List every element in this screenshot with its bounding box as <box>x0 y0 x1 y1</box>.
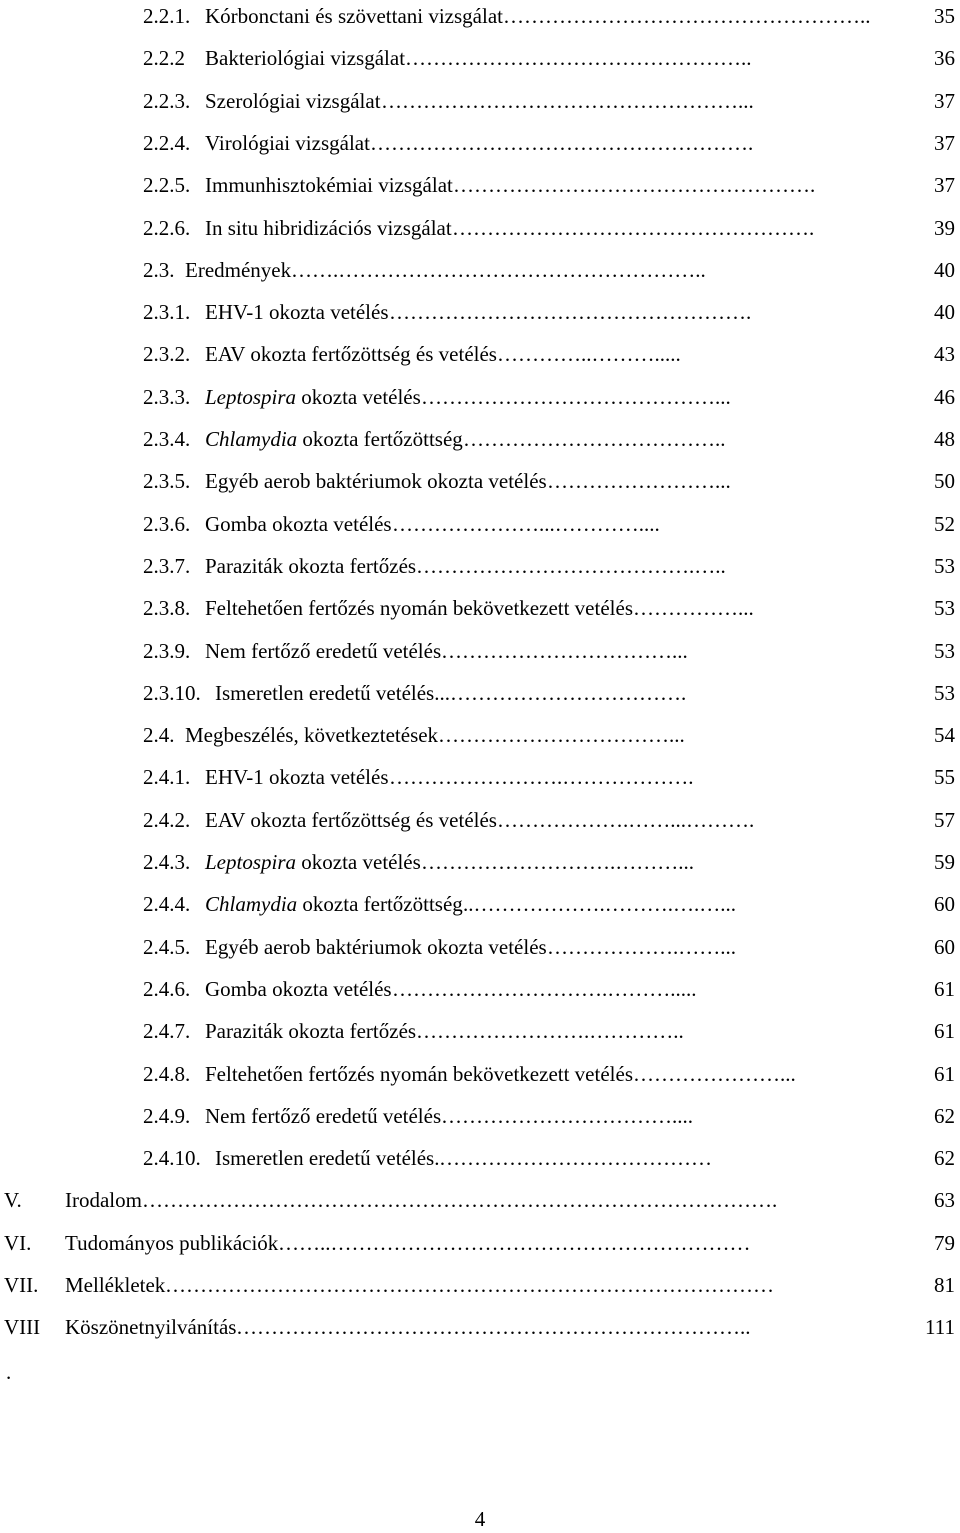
toc-section-number: 2.3.4. <box>143 427 191 451</box>
toc-entry-title <box>205 804 497 836</box>
toc-entry[interactable] <box>143 254 955 286</box>
toc-entry[interactable] <box>143 550 955 582</box>
toc-entry[interactable] <box>143 592 955 624</box>
toc-dot-leader: ………………………………………………………………………………. <box>142 1188 778 1213</box>
toc-page-number: 79 <box>934 1230 955 1255</box>
toc-entry[interactable] <box>143 635 955 667</box>
toc-entry-title <box>205 931 547 963</box>
toc-entry[interactable] <box>143 42 955 74</box>
toc-page-number: 53 <box>934 680 955 705</box>
trailing-period-text: . <box>6 1360 12 1384</box>
toc-dot-leader: ……………………………….. <box>463 427 726 451</box>
toc-entry-title <box>215 1142 439 1174</box>
toc-entry-title <box>205 1100 441 1132</box>
toc-section-number: 2.4.1. <box>143 765 191 790</box>
trailing-period <box>6 1356 11 1388</box>
toc-section-number: 2.3.10. <box>143 680 201 705</box>
toc-section-number: 2.4.2. <box>143 807 191 832</box>
toc-page-number: 57 <box>934 807 955 832</box>
toc-entry[interactable] <box>143 888 955 920</box>
toc-page-number: 46 <box>934 384 955 409</box>
toc-page-number: 60 <box>934 934 955 959</box>
toc-page-number: 50 <box>934 469 955 494</box>
toc-entry[interactable] <box>143 381 955 413</box>
toc-page-number: 111 <box>925 1315 955 1340</box>
toc-entry-title <box>205 846 421 878</box>
toc-entry-title-text: Feltehetően fertőzés nyomán bekövetkezett vetélés <box>205 1061 633 1086</box>
toc-page-number: 62 <box>934 1103 955 1128</box>
toc-entry-title-text: Ismeretlen eredetű vetélés. <box>215 1146 440 1171</box>
toc-entry-title <box>205 761 389 793</box>
toc-dot-leader: ………………………………… <box>439 1146 712 1171</box>
toc-entry[interactable] <box>143 508 955 540</box>
toc-page-number: 81 <box>934 1273 955 1297</box>
toc-page-number: 39 <box>934 215 955 240</box>
toc-section-number: 2.2.6. <box>143 215 191 240</box>
toc-chapter-title: Tudományos publikációk <box>65 1230 279 1255</box>
toc-entry-title <box>205 508 392 540</box>
toc-dot-leader: ……………………………………………………………….. <box>236 1315 751 1340</box>
toc-entry[interactable] <box>143 465 955 497</box>
toc-entry-title <box>205 550 416 582</box>
toc-entry[interactable] <box>143 1142 955 1174</box>
toc-section-number: 2.4.3. <box>143 850 191 874</box>
toc-page-number: 37 <box>934 88 955 113</box>
toc-chapter[interactable] <box>4 1311 955 1343</box>
toc-section-number: 2.4. <box>143 723 175 748</box>
toc-entry-title <box>205 423 463 455</box>
toc-section-number: 2.2.5. <box>143 173 191 198</box>
toc-entry-title <box>205 212 452 244</box>
toc-section-number: 2.4.4. <box>143 892 191 917</box>
toc-entry[interactable] <box>143 212 955 244</box>
toc-page-number: 54 <box>934 723 955 748</box>
toc-entry-title <box>215 677 450 709</box>
toc-dot-leader: ………………………………………….. <box>405 46 752 71</box>
toc-entry-title-text: Feltehetően fertőzés nyomán bekövetkezett vetélés <box>205 596 633 621</box>
toc-entry[interactable] <box>143 127 955 159</box>
toc-dot-leader: ………………………….………..... <box>392 976 697 1001</box>
toc-section-number: 2.2.1. <box>143 4 191 28</box>
toc-section-number: 2.3.1. <box>143 300 191 325</box>
toc-entry[interactable] <box>143 719 955 751</box>
toc-entry-title <box>205 0 503 32</box>
toc-entry-italic-term: Leptospira <box>205 850 297 874</box>
toc-page-number: 59 <box>934 850 955 874</box>
toc-entry-title-rest: okozta fertőzöttség <box>297 892 463 917</box>
toc-page-number: 63 <box>934 1188 955 1213</box>
toc-entry[interactable] <box>143 296 955 328</box>
toc-entry[interactable] <box>143 169 955 201</box>
toc-chapter[interactable] <box>4 1227 955 1259</box>
toc-entry-title-text: Bakteriológiai vizsgálat <box>205 46 406 71</box>
toc-page-number: 61 <box>934 1061 955 1086</box>
toc-page-number: 48 <box>934 427 955 451</box>
toc-entry-title <box>205 296 389 328</box>
toc-entry-title <box>205 973 392 1005</box>
toc-dot-leader: ……………………………... <box>438 723 685 748</box>
toc-chapter-title: Köszönetnyilvánítás <box>65 1315 237 1340</box>
toc-dot-leader: ……………….……... <box>547 934 736 959</box>
toc-section-number: 2.4.8. <box>143 1061 191 1086</box>
toc-entry-title <box>205 1015 416 1047</box>
toc-entry-italic-term: Leptospira <box>205 384 297 409</box>
toc-dot-leader: …………………………….... <box>441 1103 693 1128</box>
toc-entry-title <box>205 127 370 159</box>
toc-entry-title-text: Szerológiai vizsgálat <box>205 88 381 113</box>
toc-entry-title <box>205 42 405 74</box>
toc-section-number: 2.4.5. <box>143 934 191 959</box>
toc-section-number: 2.4.10. <box>143 1146 201 1171</box>
toc-dot-leader: ……………………………. <box>450 680 687 705</box>
toc-entry-title <box>185 254 291 286</box>
toc-entry[interactable] <box>143 85 955 117</box>
toc-page-number: 52 <box>934 511 955 536</box>
toc-entry-title-text: Kórbonctani és szövettani vizsgálat <box>205 4 503 28</box>
toc-section-number: 2.3. <box>143 257 175 282</box>
toc-entry[interactable] <box>143 423 955 455</box>
toc-dot-leader: ……………………….………... <box>421 850 694 874</box>
toc-dot-leader: …………………………………………………………………………… <box>165 1273 774 1297</box>
toc-entry-title-text: In situ hibridizációs vizsgálat <box>205 215 452 240</box>
toc-section-number: 2.3.8. <box>143 596 191 621</box>
toc-entry-title-text: EHV-1 okozta vetélés <box>205 765 389 790</box>
toc-entry-title <box>205 592 633 624</box>
toc-dot-leader: ……………………………………………. <box>389 300 752 325</box>
toc-page-number: 35 <box>934 4 955 28</box>
toc-entry[interactable] <box>143 1100 955 1132</box>
toc-dot-leader: …….…………………………………………….. <box>291 257 706 282</box>
toc-chapter[interactable] <box>4 1269 955 1301</box>
toc-entry-title-text: Nem fertőző eredetű vetélés <box>205 638 442 663</box>
page-number: 4 <box>474 1507 486 1531</box>
toc-section-number: 2.2.4. <box>143 130 191 155</box>
toc-dot-leader: ……………………………………………. <box>453 173 816 198</box>
toc-dot-leader: ……………………………………... <box>421 384 731 409</box>
toc-dot-leader: ……..…………………………………………………… <box>278 1230 751 1255</box>
toc-entry-italic-term: Chlamydia <box>205 427 298 451</box>
toc-chapter-roman: VI. <box>4 1230 32 1255</box>
toc-dot-leader: ……………………... <box>547 469 731 494</box>
toc-entry-title-text: Egyéb aerob baktériumok okozta vetélés <box>205 469 547 494</box>
toc-entry-title <box>205 635 441 667</box>
toc-entry-italic-term: Chlamydia <box>205 892 298 917</box>
toc-entry-title <box>205 1058 633 1090</box>
toc-page-number: 61 <box>934 976 955 1001</box>
toc-section-number: 2.2.2 <box>143 46 185 71</box>
toc-section-number: 2.4.6. <box>143 976 191 1001</box>
toc-entry-title-text: Virológiai vizsgálat <box>205 130 370 155</box>
toc-entry[interactable] <box>143 804 955 836</box>
toc-entry[interactable] <box>143 931 955 963</box>
toc-entry-title-text: Paraziták okozta fertőzés <box>205 553 417 578</box>
toc-chapter-title: Mellékletek <box>65 1273 166 1297</box>
toc-dot-leader: ……………... <box>633 596 754 621</box>
toc-page-number: 40 <box>934 300 955 325</box>
toc-dot-leader: ……………………………………………... <box>381 88 754 113</box>
toc-section-number: 2.3.3. <box>143 384 191 409</box>
toc-entry[interactable] <box>143 1058 955 1090</box>
toc-entry-title <box>185 719 438 751</box>
toc-entry-title <box>205 169 453 201</box>
toc-dot-leader: ..……………….……….….…... <box>463 892 736 917</box>
toc-chapter-roman: VII. <box>4 1273 39 1297</box>
toc-section-number: 2.3.7. <box>143 553 191 578</box>
toc-page-number: 60 <box>934 892 955 917</box>
toc-entry[interactable] <box>143 0 955 32</box>
toc-entry-title <box>205 888 463 920</box>
toc-section-number: 2.3.6. <box>143 511 191 536</box>
toc-page-number: 61 <box>934 1019 955 1044</box>
toc-entry[interactable] <box>143 677 955 709</box>
toc-entry-title-rest: okozta vetélés <box>296 384 421 409</box>
toc-chapter-roman: VIII <box>4 1315 41 1340</box>
toc-section-number: 2.3.5. <box>143 469 191 494</box>
toc-section-number: 2.4.9. <box>143 1103 191 1128</box>
toc-entry-title-text: EAV okozta fertőzöttség és vetélés <box>205 342 497 367</box>
toc-entry-title-rest: okozta fertőzöttség <box>297 427 463 451</box>
toc-page-number: 62 <box>934 1146 955 1171</box>
toc-entry[interactable] <box>143 1015 955 1047</box>
toc-dot-leader: ……………………………………………. <box>452 215 815 240</box>
toc-entry-title <box>205 338 497 370</box>
toc-dot-leader: ……………………………... <box>441 638 688 663</box>
toc-entry-title <box>205 381 421 413</box>
toc-entry[interactable] <box>143 973 955 1005</box>
toc-chapter[interactable] <box>4 1184 955 1216</box>
toc-entry-title-text: Nem fertőző eredetű vetélés <box>205 1103 442 1128</box>
toc-page-number: 36 <box>934 46 955 71</box>
toc-page-number: 37 <box>934 173 955 198</box>
toc-dot-leader: …………………...………….... <box>392 511 660 536</box>
toc-chapter-roman: V. <box>4 1188 22 1213</box>
toc-entry[interactable] <box>143 846 955 878</box>
toc-section-number: 2.2.3. <box>143 88 191 113</box>
toc-page-number: 53 <box>934 638 955 663</box>
toc-page-number: 37 <box>934 130 955 155</box>
toc-entry-title <box>205 465 547 497</box>
toc-entry[interactable] <box>143 338 955 370</box>
toc-section-number: 2.3.9. <box>143 638 191 663</box>
toc-dot-leader: …………………... <box>633 1061 796 1086</box>
toc-entry-title-text: Immunhisztokémiai vizsgálat <box>205 173 453 198</box>
toc-chapter-title: Irodalom <box>65 1188 142 1213</box>
toc-entry-title-text: Paraziták okozta fertőzés <box>205 1019 417 1044</box>
toc-entry-title-text: Gomba okozta vetélés <box>205 976 392 1001</box>
toc-entry-title-text: Ismeretlen eredetű vetélés... <box>215 680 450 705</box>
toc-page-number: 53 <box>934 553 955 578</box>
toc-page-number: 53 <box>934 596 955 621</box>
toc-section-number: 2.4.7. <box>143 1019 191 1044</box>
toc-entry[interactable] <box>143 761 955 793</box>
toc-section-number: 2.3.2. <box>143 342 191 367</box>
toc-dot-leader: ………………………………….….. <box>416 553 726 578</box>
toc-dot-leader: …………………………………………….. <box>503 4 871 28</box>
toc-dot-leader: ……………….……...………. <box>497 807 755 832</box>
toc-dot-leader: …………………….………….. <box>416 1019 684 1044</box>
toc-entry-title-text: Megbeszélés, következtetések <box>185 723 439 748</box>
toc-entry-title-rest: okozta vetélés <box>296 850 421 874</box>
toc-entry-title-text: Eredmények <box>185 257 292 282</box>
toc-page-number: 43 <box>934 342 955 367</box>
toc-entry-title-text: EHV-1 okozta vetélés <box>205 300 389 325</box>
toc-entry-title-text: Gomba okozta vetélés <box>205 511 392 536</box>
toc-entry-title-text: EAV okozta fertőzöttség és vetélés <box>205 807 497 832</box>
toc-page-number: 55 <box>934 765 955 790</box>
toc-page-number: 40 <box>934 257 955 282</box>
toc-entry-title <box>205 85 381 117</box>
toc-dot-leader: ………………………………………………. <box>370 130 754 155</box>
toc-entry-title-text: Egyéb aerob baktériumok okozta vetélés <box>205 934 547 959</box>
toc-dot-leader: …………………….………………. <box>389 765 694 790</box>
toc-dot-leader: …………..………..... <box>497 342 681 367</box>
